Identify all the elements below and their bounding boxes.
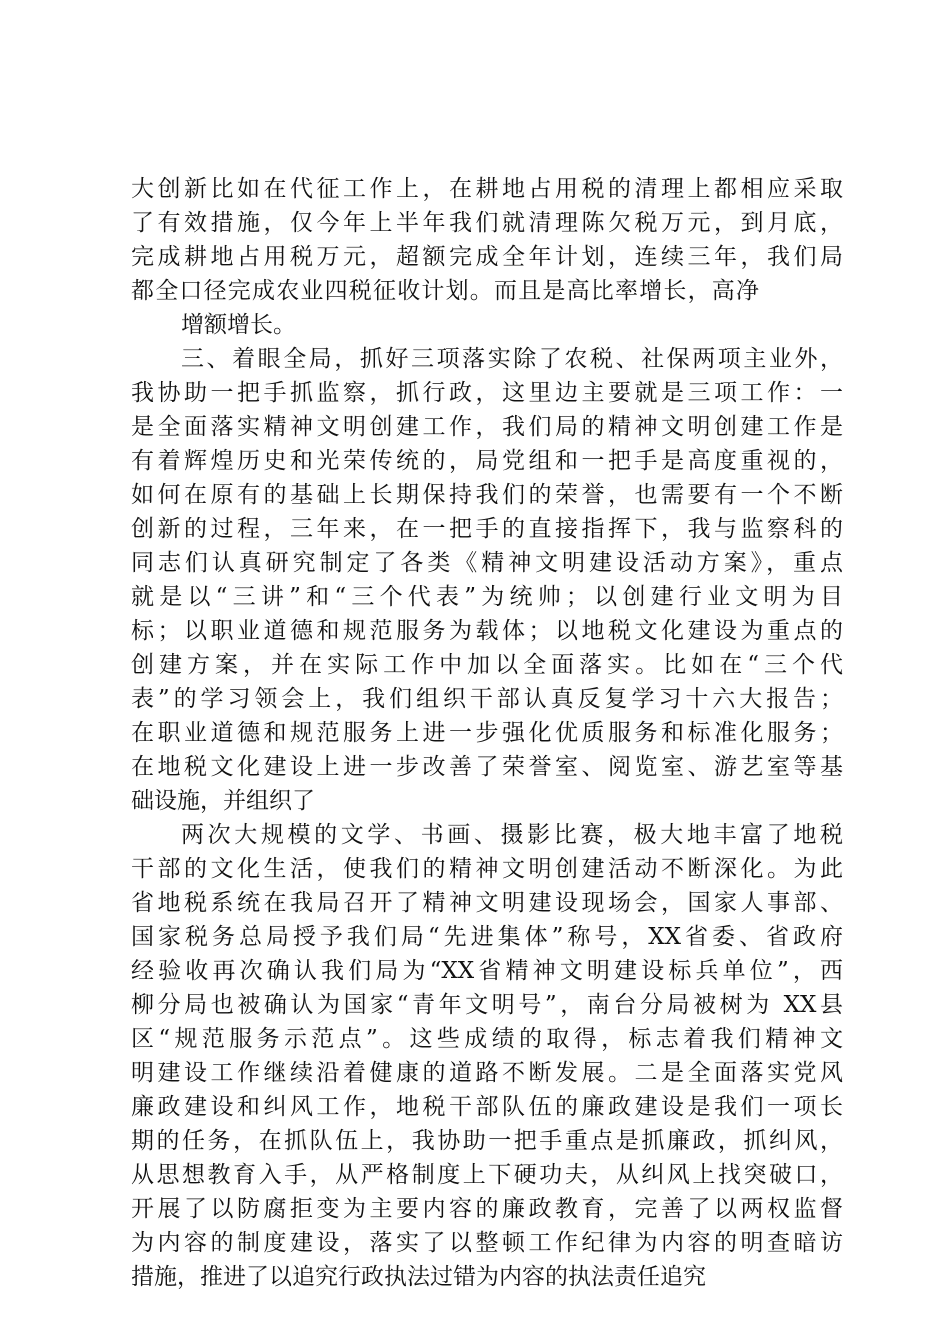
text-line: 增额增长。 (181, 312, 296, 338)
text-line: 同志们认真研究制定了各类《精神文明建设活动方案》，重点 (131, 550, 843, 576)
text-line: 础设施，并组织了 (131, 788, 315, 814)
text-line: 是全面落实精神文明创建工作，我们局的精神文明创建工作是 (131, 414, 843, 440)
text-line: 表”的学习领会上，我们组织干部认真反复学习十六大报告； (131, 686, 843, 712)
text-line: 柳分局也被确认为国家“青年文明号”，南台分局被树为 XX县 (131, 992, 843, 1018)
text-line: 在职业道德和规范服务上进一步强化优质服务和标准化服务； (131, 720, 843, 746)
section-three-heading-line: 三、着眼全局，抓好三项落实除了农税、社保两项主业外， (181, 346, 843, 372)
text-line: 两次大规模的文学、书画、摄影比赛，极大地丰富了地税 (181, 822, 843, 848)
text-line: 我协助一把手抓监察，抓行政，这里边主要就是三项工作：一 (131, 380, 843, 406)
text-line: 措施，推进了以追究行政执法过错为内容的执法责任追究 (131, 1264, 706, 1290)
text-line: 干部的文化生活，使我们的精神文明创建活动不断深化。为此 (131, 856, 843, 882)
text-line: 开展了以防腐拒变为主要内容的廉政教育，完善了以两权监督 (131, 1196, 843, 1222)
text-line: 经验收再次确认我们局为“XX省精神文明建设标兵单位”，西 (131, 958, 843, 984)
text-line: 创建方案，并在实际工作中加以全面落实。比如在“三个代 (131, 652, 843, 678)
text-line: 为内容的制度建设，落实了以整顿工作纪律为内容的明查暗访 (131, 1230, 843, 1256)
text-line: 就是以“三讲”和“三个代表”为统帅；以创建行业文明为目 (131, 584, 843, 610)
text-line: 国家税务总局授予我们局“先进集体”称号，XX省委、省政府 (131, 924, 843, 950)
text-line: 期的任务，在抓队伍上，我协助一把手重点是抓廉政，抓纠风， (131, 1128, 843, 1154)
text-line: 明建设工作继续沿着健康的道路不断发展。二是全面落实党风 (131, 1060, 843, 1086)
text-line: 省地税系统在我局召开了精神文明建设现场会，国家人事部、 (131, 890, 843, 916)
text-line: 从思想教育入手，从严格制度上下硬功夫，从纠风上找突破口， (131, 1162, 843, 1188)
text-line: 了有效措施，仅今年上半年我们就清理陈欠税万元，到月底， (131, 210, 843, 236)
text-line: 区“规范服务示范点”。这些成绩的取得，标志着我们精神文 (131, 1026, 843, 1052)
text-line: 标；以职业道德和规范服务为载体；以地税文化建设为重点的 (131, 618, 843, 644)
text-line: 在地税文化建设上进一步改善了荣誉室、阅览室、游艺室等基 (131, 754, 843, 780)
text-line: 廉政建设和纠风工作，地税干部队伍的廉政建设是我们一项长 (131, 1094, 843, 1120)
text-line: 都全口径完成农业四税征收计划。而且是高比率增长，高净 (131, 278, 761, 304)
text-line: 大创新比如在代征工作上，在耕地占用税的清理上都相应采取 (131, 176, 843, 202)
text-line: 完成耕地占用税万元，超额完成全年计划，连续三年，我们局 (131, 244, 843, 270)
text-line: 创新的过程，三年来，在一把手的直接指挥下，我与监察科的 (131, 516, 843, 542)
text-line: 有着辉煌历史和光荣传统的，局党组和一把手是高度重视的， (131, 448, 843, 474)
document-body (131, 172, 843, 1294)
text-line: 如何在原有的基础上长期保持我们的荣誉，也需要有一个不断 (131, 482, 843, 508)
